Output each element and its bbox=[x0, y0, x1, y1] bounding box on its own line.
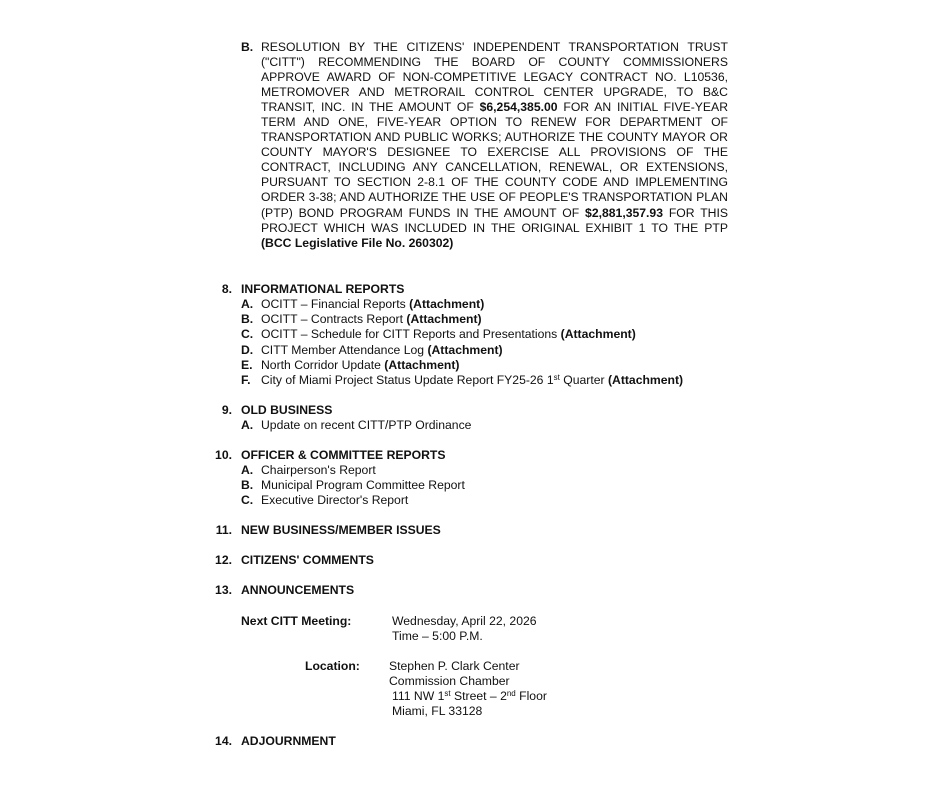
section-number: 14. bbox=[215, 734, 232, 748]
item-letter: A. bbox=[241, 463, 254, 477]
item-letter: C. bbox=[241, 327, 254, 341]
item-letter: C. bbox=[241, 493, 254, 507]
item-text: City of Miami Project Status Update Report FY25-26 1st Quarter (Attachment) bbox=[261, 373, 684, 387]
item-letter: E. bbox=[241, 358, 253, 372]
attachment-tag: (Attachment) bbox=[560, 327, 636, 341]
meeting-date: Wednesday, April 22, 2026 bbox=[392, 614, 537, 628]
item-7b-text-part-3: FOR THIS PROJECT WHICH WAS INCLUDED IN THE ORIGINAL EXHIBIT 1 TO THE PTP bbox=[261, 205, 728, 235]
item-text: OCITT – Financial Reports (Attachment) bbox=[261, 297, 485, 311]
attachment-tag: (Attachment) bbox=[607, 373, 684, 387]
item-text: OCITT – Schedule for CITT Reports and Presentations (Attachment) bbox=[261, 327, 636, 341]
item-7b-text-part-2: FOR AN INITIAL FIVE-YEAR TERM AND ONE, FIVE-YEAR OPTION TO RENEW FOR DEPARTMENT OF TRANSPORTATION AND PUBLIC WORKS; AUTHORIZE THE COUNTY MAYOR OR COUNTY MAYOR'S DESIGNEE TO EXERCISE ALL PROVISIONS OF THE CONTRACT, INCLUDING ANY CANCELLATION, RENEWAL, OR EXTENSIONS, PURSUANT TO SECTION 2-8.1 OF THE COUNTY CODE AND IMPLEMENTING ORDER 3-38; AND AUTHORIZE THE USE OF PEOPLE'S TRANSPORTATION PLAN (PTP) BOND PROGRAM FUNDS IN THE AMOUNT OF bbox=[261, 100, 728, 220]
section-title: ANNOUNCEMENTS bbox=[241, 583, 355, 597]
item-letter: B. bbox=[241, 478, 254, 492]
item-text: North Corridor Update (Attachment) bbox=[261, 358, 460, 372]
item-7b-text-part-1: RESOLUTION BY THE CITIZENS' INDEPENDENT TRANSPORTATION TRUST ("CITT") RECOMMENDING THE BOARD OF COUNTY COMMISSIONERS APPROVE AWARD OF NON-COMPETITIVE LEGACY CONTRACT NO. L10536, METROMOVER AND METRORAIL CONTROL CENTER UPGRADE, TO B&C TRANSIT, INC. IN THE AMOUNT OF bbox=[261, 40, 728, 115]
ordinal-suffix: st bbox=[444, 689, 451, 698]
section-title: NEW BUSINESS/MEMBER ISSUES bbox=[241, 523, 441, 537]
attachment-tag: (Attachment) bbox=[409, 297, 485, 311]
section-title: OLD BUSINESS bbox=[241, 403, 333, 417]
ordinal-suffix: st bbox=[553, 373, 560, 382]
section-number: 10. bbox=[215, 448, 232, 462]
item-7b-resolution-text bbox=[261, 40, 728, 251]
item-text: Executive Director's Report bbox=[261, 493, 409, 507]
attachment-tag: (Attachment) bbox=[427, 343, 503, 357]
item-7b-amount-2: $2,881,357.93 bbox=[585, 205, 663, 220]
section-title: INFORMATIONAL REPORTS bbox=[241, 282, 405, 296]
item-letter: D. bbox=[241, 343, 254, 357]
location-room: Commission Chamber bbox=[389, 674, 510, 688]
item-letter: A. bbox=[241, 297, 254, 311]
attachment-tag: (Attachment) bbox=[406, 312, 482, 326]
section-number: 11. bbox=[215, 523, 232, 537]
section-number: 9. bbox=[221, 403, 232, 417]
item-letter: F. bbox=[241, 373, 251, 387]
item-text: Update on recent CITT/PTP Ordinance bbox=[261, 418, 472, 432]
section-number: 8. bbox=[221, 282, 232, 296]
next-meeting-label: Next CITT Meeting: bbox=[241, 614, 352, 628]
location-address: 111 NW 1st Street – 2nd Floor bbox=[392, 689, 547, 703]
section-title: OFFICER & COMMITTEE REPORTS bbox=[241, 448, 446, 462]
item-7b-amount-1: $6,254,385.00 bbox=[479, 100, 558, 115]
section-title: CITIZENS' COMMENTS bbox=[241, 553, 374, 567]
location-label: Location: bbox=[305, 659, 360, 673]
item-7b-file-reference: (BCC Legislative File No. 260302) bbox=[261, 235, 454, 250]
meeting-time: Time – 5:00 P.M. bbox=[392, 629, 483, 643]
ordinal-suffix: nd bbox=[506, 689, 516, 698]
item-text: CITT Member Attendance Log (Attachment) bbox=[261, 343, 503, 357]
section-title: ADJOURNMENT bbox=[241, 734, 336, 748]
item-letter: B. bbox=[241, 312, 254, 326]
item-text: OCITT – Contracts Report (Attachment) bbox=[261, 312, 482, 326]
item-text: Municipal Program Committee Report bbox=[261, 478, 465, 492]
item-7b-letter: B. bbox=[241, 40, 254, 54]
item-letter: A. bbox=[241, 418, 254, 432]
section-number: 13. bbox=[215, 583, 232, 597]
location-city: Miami, FL 33128 bbox=[392, 704, 483, 718]
attachment-tag: (Attachment) bbox=[384, 358, 460, 372]
location-building: Stephen P. Clark Center bbox=[389, 659, 520, 673]
section-number: 12. bbox=[215, 553, 232, 567]
item-text: Chairperson's Report bbox=[261, 463, 376, 477]
